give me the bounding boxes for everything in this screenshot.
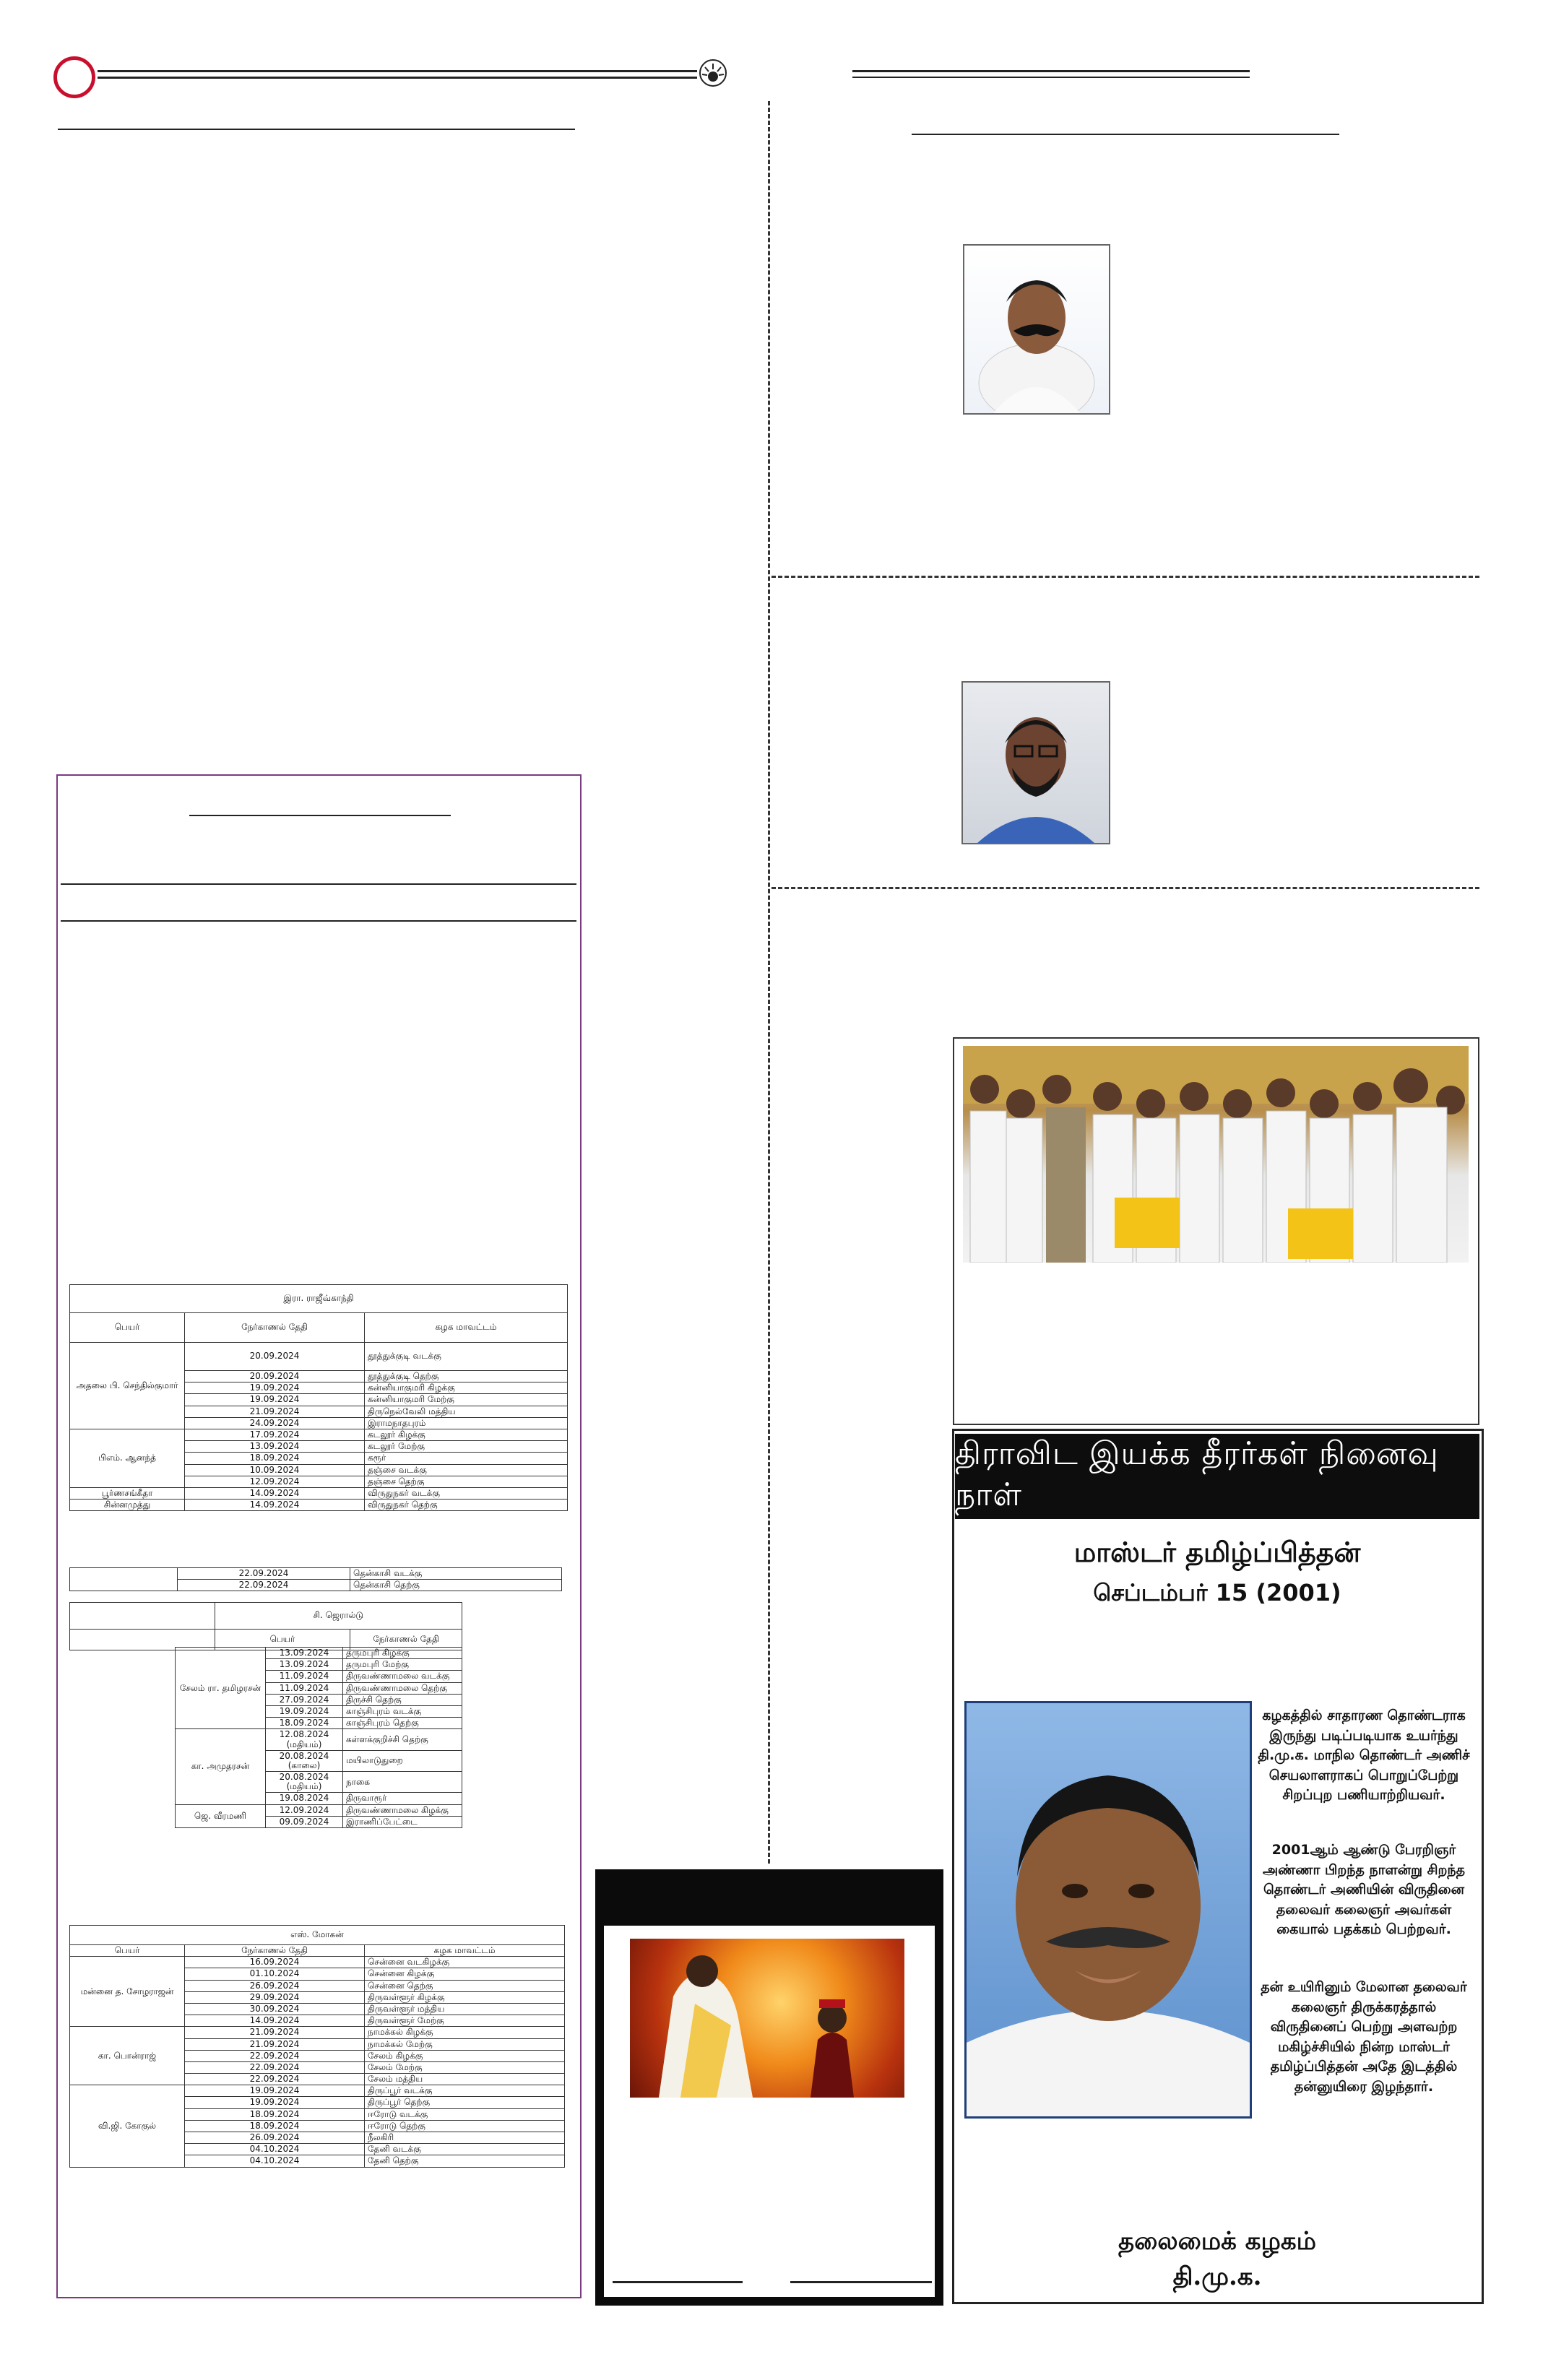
district-cell: நாமக்கல் மேற்கு [365,2038,565,2050]
caption-rule-right [790,2281,932,2283]
district-cell: நாகை [343,1772,462,1793]
date-cell: 17.09.2024 [185,1429,365,1440]
name-cell: சேலம் ரா. தமிழரசன் [176,1648,266,1729]
date-cell: 21.09.2024 [185,2038,365,2050]
memorial-paragraph-3: தன் உயிரினும் மேலான தலைவர் கலைஞர் திருக்கரத்தால் விருதினைப் பெற்று அளவற்ற மகிழ்ச்சியில் நின்ற மாஸ்டர் தமிழ்ப்பித்தன் அதே இடத்தில் தன்னுயிரை இழந்தார். [1261,1979,1467,2095]
memorial-banner: திராவிட இயக்க தீரர்கள் நினைவு நாள் [955,1434,1479,1519]
district-cell: சேலம் மத்திய [365,2074,565,2085]
column-header: நேர்காணல் தேதி [185,1945,365,1957]
schedule-heading-rule [189,815,451,816]
date-cell: 16.09.2024 [185,1957,365,1968]
schedule-rule-1 [61,883,576,885]
masthead-rule-right-top [852,70,1250,72]
table-row [70,1487,568,1499]
date-cell: 22.09.2024 [178,1580,350,1591]
inner-white-panel [604,1926,935,2297]
district-cell: திருவள்ளூர் கிழக்கு [365,1991,565,2003]
memorial-footer-2: தி.மு.க. [1172,2262,1262,2291]
date-cell: 19.08.2024 [266,1793,343,1804]
date-cell: 18.09.2024 [266,1718,343,1729]
date-cell: 20.08.2024 (காலை) [266,1750,343,1771]
district-cell: திருவண்ணாமலை கிழக்கு [343,1804,462,1816]
date-cell: 09.09.2024 [266,1816,343,1827]
date-cell: 12.09.2024 [185,1476,365,1487]
district-cell: தேனி தெற்கு [365,2155,565,2167]
name-cell: சின்னமுத்து [70,1500,185,1511]
district-cell: திருப்பூர் வடக்கு [365,2085,565,2097]
district-cell: திருவண்ணாமலை தெற்கு [343,1682,462,1694]
district-cell: திருச்சி தெற்கு [343,1694,462,1705]
date-cell: 18.09.2024 [185,2108,365,2120]
district-cell: தருமபுரி கிழக்கு [343,1648,462,1659]
district-cell: கரூர் [365,1453,568,1464]
schedule-rule-2 [61,920,576,922]
column-header: கழக மாவட்டம் [365,1313,568,1343]
schedule-table-2-body [175,1647,462,1828]
date-cell: 11.09.2024 [266,1682,343,1694]
district-cell: மயிலாடுதுறை [343,1750,462,1771]
memorial-portrait [964,1701,1252,2119]
date-cell: 22.09.2024 [178,1568,350,1580]
name-cell: அதலை பி. செந்தில்குமார் [70,1343,185,1429]
schedule-table-3 [69,1925,565,2168]
portrait-photo-1 [963,244,1110,415]
district-cell: தஞ்சை வடக்கு [365,1464,568,1476]
district-cell: தென்காசி தெற்கு [350,1580,562,1591]
name-cell: ஜெ. வீரமணி [176,1804,266,1827]
date-cell: 21.09.2024 [185,1406,365,1417]
name-cell: மன்னை த. சோழராஜன் [70,1957,185,2027]
date-cell: 18.09.2024 [185,2120,365,2132]
district-cell: கடலூர் மேற்கு [365,1441,568,1453]
table-heading: இரா. ராஜீவ்காந்தி [70,1285,568,1313]
district-cell: திருவள்ளூர் மேற்கு [365,2015,565,2027]
table-row [70,1500,568,1511]
table-row [70,2085,565,2097]
table-heading: எஸ். மோகன் [70,1926,565,1945]
group-event-photo-frame [953,1037,1479,1425]
table-heading: சி. ஜெரால்டு [215,1603,462,1630]
date-cell: 26.09.2024 [185,1980,365,1991]
table-row [70,1343,568,1371]
name-cell: கா. பொன்ராஜ் [70,2027,185,2085]
district-cell: இராமநாதபுரம் [365,1417,568,1429]
district-cell: திருவண்ணாமலை வடக்கு [343,1671,462,1682]
district-cell: தேனி வடக்கு [365,2144,565,2155]
table-row [176,1729,462,1750]
district-cell: இராணிப்பேட்டை [343,1816,462,1827]
date-cell: 04.10.2024 [185,2155,365,2167]
date-cell: 19.09.2024 [266,1705,343,1717]
date-cell: 22.09.2024 [185,2074,365,2085]
date-cell: 14.09.2024 [185,2015,365,2027]
date-cell: 11.09.2024 [266,1671,343,1682]
memorial-name: மாஸ்டர் தமிழ்ப்பித்தன் [1073,1536,1361,1568]
date-cell: 13.09.2024 [266,1659,343,1671]
district-cell: ஈரோடு தெற்கு [365,2120,565,2132]
date-cell: 21.09.2024 [185,2027,365,2038]
district-cell: தருமபுரி மேற்கு [343,1659,462,1671]
caption-rule-left [613,2281,743,2283]
table-row [176,1648,462,1659]
column-header: கழக மாவட்டம் [365,1945,565,1957]
district-cell: விருதுநகர் தெற்கு [365,1500,568,1511]
district-cell: ஈரோடு வடக்கு [365,2108,565,2120]
right-divider-2 [772,887,1479,889]
date-cell: 12.09.2024 [266,1804,343,1816]
schedule-table-2 [69,1602,462,1650]
date-cell: 13.09.2024 [185,1441,365,1453]
date-cell: 29.09.2024 [185,1991,365,2003]
district-cell: தூத்துக்குடி தெற்கு [365,1371,568,1382]
black-photo-box [595,1869,943,2306]
table-row [70,1568,562,1580]
date-cell: 19.09.2024 [185,1394,365,1406]
district-cell: விருதுநகர் வடக்கு [365,1487,568,1499]
district-cell: சென்னை தெற்கு [365,1980,565,1991]
date-cell: 22.09.2024 [185,2061,365,2073]
date-cell: 14.09.2024 [185,1500,365,1511]
table-row [70,2027,565,2038]
district-cell: தூத்துக்குடி வடக்கு [365,1343,568,1371]
rising-sun-emblem-icon [699,59,727,87]
table-row [176,1804,462,1816]
portrait-photo-2 [961,681,1110,844]
district-cell: தஞ்சை தெற்கு [365,1476,568,1487]
name-cell: பூர்ணசங்கீதா [70,1487,185,1499]
masthead-rule-bottom [98,77,697,79]
district-cell: திருவள்ளூர் மத்திய [365,2003,565,2015]
date-cell: 22.09.2024 [185,2050,365,2061]
memorial-footer-1: தலைமைக் கழகம் [1118,2227,1316,2256]
district-cell: திருநெல்வேலி மத்திய [365,1406,568,1417]
date-cell: 19.09.2024 [185,1382,365,1394]
right-article-rule [912,134,1339,135]
name-cell: வி.ஜி. கோகுல் [70,2085,185,2167]
district-cell: சென்னை கிழக்கு [365,1968,565,1980]
district-cell: நாமக்கல் கிழக்கு [365,2027,565,2038]
date-cell: 01.10.2024 [185,1968,365,1980]
district-cell: கள்ளக்குறிச்சி தெற்கு [343,1729,462,1750]
masthead-circle [53,56,95,98]
left-article-rule [58,129,575,130]
date-cell: 27.09.2024 [266,1694,343,1705]
name-cell: கா. அமுதரசன் [176,1729,266,1804]
date-cell: 04.10.2024 [185,2144,365,2155]
date-cell: 24.09.2024 [185,1417,365,1429]
column-divider [768,101,770,1864]
memorial-date: செப்டம்பர் 15 (2001) [1093,1579,1341,1606]
district-cell: கடலூர் கிழக்கு [365,1429,568,1440]
date-cell: 14.09.2024 [185,1487,365,1499]
district-cell: கன்னியாகுமரி மேற்கு [365,1394,568,1406]
table-row [70,1957,565,1968]
masthead-rule-right-bottom [852,77,1250,78]
date-cell: 20.09.2024 [185,1371,365,1382]
district-cell: திருவாரூர் [343,1793,462,1804]
memorial-paragraph-1: கழகத்தில் சாதாரண தொண்டராக இருந்து படிப்படியாக உயர்ந்து தி.மு.க. மாநில தொண்டர் அணிச் செயலாளராகப் பொறுப்பேற்று சிறப்புற பணியாற்றியவர். [1258,1708,1470,1804]
date-cell: 30.09.2024 [185,2003,365,2015]
right-divider-1 [772,576,1479,578]
sunset-photo [630,1939,904,2098]
schedule-table-1-extra [69,1567,562,1591]
group-event-photo [963,1046,1469,1263]
date-cell: 10.09.2024 [185,1464,365,1476]
column-header: பெயர் [70,1945,185,1957]
district-cell: சென்னை வடகிழக்கு [365,1957,565,1968]
date-cell: 20.08.2024 (மதியம்) [266,1772,343,1793]
district-cell: காஞ்சிபுரம் தெற்கு [343,1718,462,1729]
district-cell: காஞ்சிபுரம் வடக்கு [343,1705,462,1717]
date-cell: 26.09.2024 [185,2132,365,2144]
date-cell: 20.09.2024 [185,1343,365,1371]
date-cell: 19.09.2024 [185,2085,365,2097]
district-cell: திருப்பூர் தெற்கு [365,2097,565,2108]
column-header: நேர்காணல் தேதி [350,1630,462,1650]
memorial-paragraph-2: 2001ஆம் ஆண்டு பேரறிஞர் அண்ணா பிறந்த நாளன்று சிறந்த தொண்டர் அணியின் விருதினை தலைவர் கலைஞர் அவர்கள் கையால் பதக்கம் பெற்றவர். [1262,1842,1466,1938]
masthead-rule-top [98,70,697,72]
district-cell: தென்காசி வடக்கு [350,1568,562,1580]
schedule-table-1 [69,1284,568,1511]
column-header: நேர்காணல் தேதி [185,1313,365,1343]
district-cell: கன்னியாகுமரி கிழக்கு [365,1382,568,1394]
district-cell: சேலம் மேற்கு [365,2061,565,2073]
date-cell: 13.09.2024 [266,1648,343,1659]
column-header: பெயர் [70,1313,185,1343]
date-cell: 18.09.2024 [185,1453,365,1464]
table-row [70,1429,568,1440]
date-cell: 19.09.2024 [185,2097,365,2108]
district-cell: சேலம் கிழக்கு [365,2050,565,2061]
column-header: பெயர் [215,1630,350,1650]
district-cell: நீலகிரி [365,2132,565,2144]
name-cell: பிஎம். ஆனந்த் [70,1429,185,1487]
date-cell: 12.08.2024 (மதியம்) [266,1729,343,1750]
